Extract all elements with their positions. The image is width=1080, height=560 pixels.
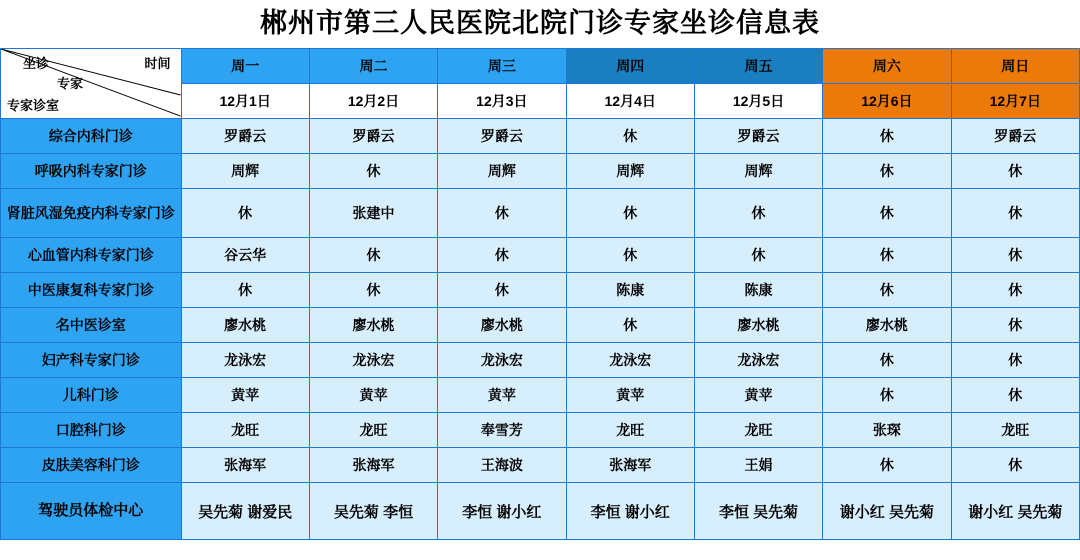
schedule-cell: 龙旺 (309, 413, 437, 448)
schedule-cell: 黄苹 (566, 378, 694, 413)
schedule-cell: 龙泳宏 (438, 343, 566, 378)
dept-label: 皮肤美容科门诊 (1, 448, 182, 483)
date-header-fri: 12月5日 (694, 84, 822, 119)
corner-zuozhen-label: 坐诊 (23, 56, 50, 71)
table-row (1, 378, 1080, 413)
schedule-cell: 王海波 (438, 448, 566, 483)
schedule-cell: 周辉 (181, 154, 309, 189)
dept-label: 名中医诊室 (1, 308, 182, 343)
schedule-cell: 休 (823, 119, 951, 154)
schedule-cell: 罗爵云 (694, 119, 822, 154)
schedule-cell: 谢小红 吴先菊 (823, 483, 951, 540)
schedule-cell: 休 (823, 448, 951, 483)
schedule-cell: 龙旺 (694, 413, 822, 448)
schedule-cell: 龙旺 (181, 413, 309, 448)
schedule-cell: 休 (566, 189, 694, 238)
day-header-sun: 周日 (951, 49, 1079, 84)
schedule-cell: 张建中 (309, 189, 437, 238)
schedule-cell: 龙旺 (951, 413, 1079, 448)
day-header-thu: 周四 (566, 49, 694, 84)
corner-room-label: 专家诊室 (7, 98, 60, 113)
schedule-cell: 龙泳宏 (566, 343, 694, 378)
date-header-tue: 12月2日 (309, 84, 437, 119)
schedule-cell: 休 (951, 238, 1079, 273)
schedule-cell: 吴先菊 谢爱民 (181, 483, 309, 540)
corner-header-cell (1, 49, 182, 119)
schedule-cell: 奉雪芳 (438, 413, 566, 448)
table-row (1, 413, 1080, 448)
day-header-fri: 周五 (694, 49, 822, 84)
schedule-cell: 休 (951, 448, 1079, 483)
schedule-cell: 廖水桃 (694, 308, 822, 343)
schedule-cell: 王娟 (694, 448, 822, 483)
schedule-cell: 休 (309, 154, 437, 189)
schedule-cell: 休 (438, 238, 566, 273)
schedule-cell: 休 (566, 308, 694, 343)
date-header-wed: 12月3日 (438, 84, 566, 119)
schedule-cell: 吴先菊 李恒 (309, 483, 437, 540)
table-row (1, 273, 1080, 308)
schedule-cell: 休 (694, 238, 822, 273)
dept-label: 心血管内科专家门诊 (1, 238, 182, 273)
dept-label: 综合内科门诊 (1, 119, 182, 154)
schedule-cell: 休 (823, 154, 951, 189)
date-header-sat: 12月6日 (823, 84, 951, 119)
day-header-mon: 周一 (181, 49, 309, 84)
schedule-cell: 休 (823, 238, 951, 273)
dept-label: 中医康复科专家门诊 (1, 273, 182, 308)
schedule-cell: 休 (438, 273, 566, 308)
schedule-cell: 陈康 (694, 273, 822, 308)
dept-label: 妇产科专家门诊 (1, 343, 182, 378)
schedule-cell: 黄苹 (694, 378, 822, 413)
schedule-cell: 龙泳宏 (181, 343, 309, 378)
schedule-cell: 休 (823, 273, 951, 308)
schedule-cell: 休 (951, 189, 1079, 238)
schedule-cell: 休 (309, 273, 437, 308)
table-row (1, 308, 1080, 343)
schedule-cell: 黄苹 (438, 378, 566, 413)
schedule-cell: 罗爵云 (951, 119, 1079, 154)
schedule-cell: 谷云华 (181, 238, 309, 273)
schedule-cell: 陈康 (566, 273, 694, 308)
schedule-cell: 罗爵云 (309, 119, 437, 154)
corner-zhuanjia-label: 专家 (57, 76, 84, 91)
table-row (1, 238, 1080, 273)
date-header-sun: 12月7日 (951, 84, 1079, 119)
table-row (1, 189, 1080, 238)
schedule-cell: 周辉 (438, 154, 566, 189)
corner-time-label: 时间 (144, 56, 171, 71)
schedule-cell: 黄苹 (181, 378, 309, 413)
schedule-cell: 廖水桃 (181, 308, 309, 343)
schedule-cell: 张海军 (309, 448, 437, 483)
schedule-cell: 张琛 (823, 413, 951, 448)
schedule-cell: 休 (951, 154, 1079, 189)
day-header-sat: 周六 (823, 49, 951, 84)
schedule-cell: 休 (181, 189, 309, 238)
schedule-cell: 廖水桃 (438, 308, 566, 343)
dept-label: 口腔科门诊 (1, 413, 182, 448)
schedule-cell: 周辉 (694, 154, 822, 189)
schedule-cell: 休 (566, 119, 694, 154)
schedule-cell: 休 (823, 189, 951, 238)
schedule-cell: 李恒 谢小红 (566, 483, 694, 540)
table-row (1, 343, 1080, 378)
date-header-thu: 12月4日 (566, 84, 694, 119)
schedule-cell: 休 (566, 238, 694, 273)
schedule-cell: 休 (951, 308, 1079, 343)
dept-label: 肾脏风湿免疫内科专家门诊 (1, 189, 182, 238)
schedule-cell: 黄苹 (309, 378, 437, 413)
schedule-cell: 张海军 (566, 448, 694, 483)
schedule-cell: 龙泳宏 (694, 343, 822, 378)
dept-label: 驾驶员体检中心 (1, 483, 182, 540)
schedule-cell: 周辉 (566, 154, 694, 189)
schedule-cell: 张海军 (181, 448, 309, 483)
schedule-cell: 休 (951, 273, 1079, 308)
schedule-cell: 龙旺 (566, 413, 694, 448)
schedule-cell: 休 (309, 238, 437, 273)
schedule-cell: 罗爵云 (438, 119, 566, 154)
schedule-cell: 休 (823, 343, 951, 378)
header-row-days (1, 49, 1080, 84)
dept-label: 儿科门诊 (1, 378, 182, 413)
day-header-tue: 周二 (309, 49, 437, 84)
schedule-cell: 龙泳宏 (309, 343, 437, 378)
schedule-cell: 廖水桃 (309, 308, 437, 343)
schedule-cell: 休 (694, 189, 822, 238)
schedule-cell: 休 (823, 378, 951, 413)
dept-label: 呼吸内科专家门诊 (1, 154, 182, 189)
date-header-mon: 12月1日 (181, 84, 309, 119)
schedule-cell: 李恒 谢小红 (438, 483, 566, 540)
table-row (1, 119, 1080, 154)
schedule-cell: 休 (181, 273, 309, 308)
schedule-cell: 李恒 吴先菊 (694, 483, 822, 540)
schedule-cell: 谢小红 吴先菊 (951, 483, 1079, 540)
table-row (1, 154, 1080, 189)
schedule-cell: 休 (951, 343, 1079, 378)
schedule-cell: 休 (951, 378, 1079, 413)
table-row (1, 483, 1080, 540)
schedule-table (0, 48, 1080, 540)
schedule-cell: 罗爵云 (181, 119, 309, 154)
table-row (1, 448, 1080, 483)
schedule-cell: 休 (438, 189, 566, 238)
schedule-cell: 廖水桃 (823, 308, 951, 343)
page-title: 郴州市第三人民医院北院门诊专家坐诊信息表 (260, 8, 820, 38)
day-header-wed: 周三 (438, 49, 566, 84)
